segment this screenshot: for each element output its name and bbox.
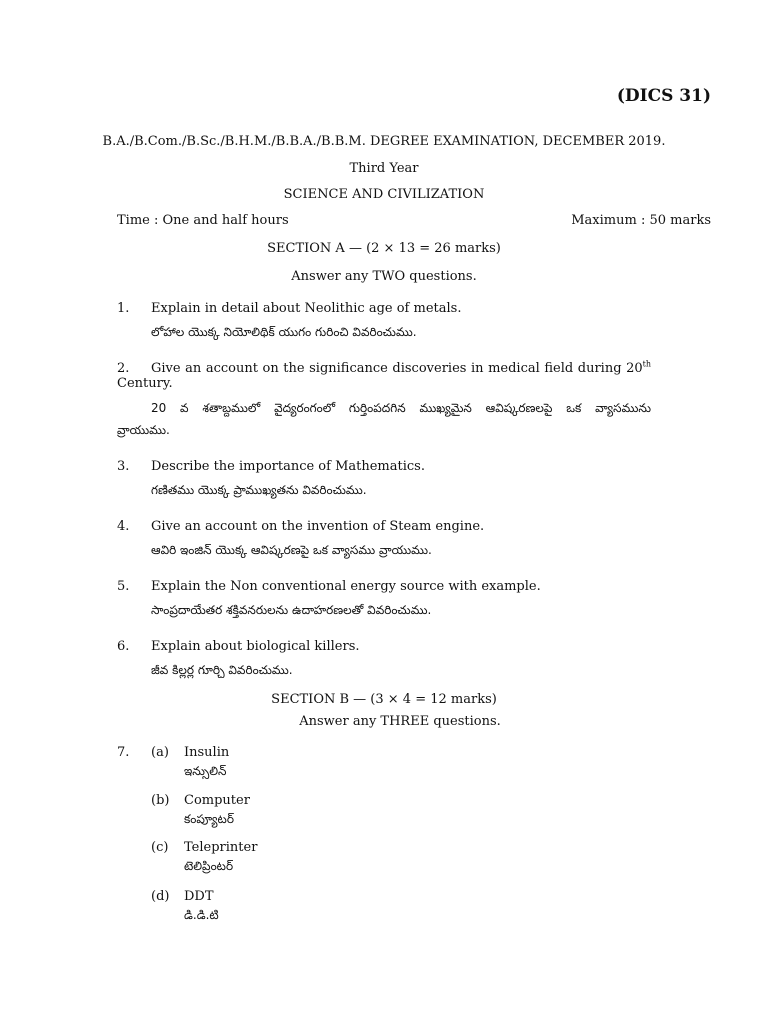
question-text-en-cont: Century. [117,376,173,391]
question-text-en [151,361,651,377]
question-number: 1. [117,301,130,316]
subject-title: SCIENCE AND CIVILIZATION [283,187,485,202]
question-text-en: Explain in detail about Neolithic age of metals. [151,301,462,316]
year-label: Third Year [349,161,419,176]
question-number: 6. [117,639,130,654]
part-label: (c) [151,840,169,855]
max-marks-label: Maximum : 50 marks [571,213,711,228]
time-label: Time : One and half hours [117,213,289,228]
part-label: (b) [151,793,170,808]
part-label: (a) [151,745,169,760]
part-label: (d) [151,889,170,904]
question-text-en: Explain about biological killers. [151,639,360,654]
question-text-te: జీవ కిల్లర్ల గూర్చి వివరించుము. [151,663,293,677]
part-text-te: ఇన్సులిన్ [184,764,227,778]
part-text-en: Teleprinter [184,840,258,855]
question-text-te: గణితము యొక్క ప్రాముఖ్యతను వివరించుము. [151,483,367,497]
part-text-te: డి.డి.టి [184,908,219,922]
question-text-te-cont: వ్రాయుము. [117,423,170,437]
question-number: 2. [117,361,130,376]
question-text-te: ఆవిరి ఇంజిన్ యొక్క ఆవిష్కరణపై ఒక వ్యాసము వ్రాయుము. [151,543,432,557]
question-text-en: Give an account on the invention of Steam engine. [151,519,485,534]
question-number: 3. [117,459,130,474]
question-number: 5. [117,579,130,594]
part-text-en: Computer [184,793,250,808]
question-text-en: Describe the importance of Mathematics. [151,459,425,474]
superscript: th [642,359,651,369]
part-text-te: టెలిప్రింటర్ [184,859,234,873]
question-text-en-line: Give an account on the significance discoveries in medical field during 20 [151,361,643,376]
section-b-instruction: Answer any THREE questions. [299,714,501,729]
question-number: 7. [117,745,130,760]
paper-code: (DICS 31) [616,86,711,106]
question-text-te: 20 వ శతాబ్దములో వైద్యరంగంలో గుర్తింపదగిన ముఖ్యమైన ఆవిష్కరణలపై ఒక వ్యాసమును [151,401,651,415]
question-text-te: లోహాల యొక్క నియోలిథిక్ యుగం గురించి వివరించుము. [151,325,417,339]
exam-title: B.A./B.Com./B.Sc./B.H.M./B.B.A./B.B.M. DEGREE EXAMINATION, DECEMBER 2019. [102,134,666,149]
section-a-heading: SECTION A — (2 × 13 = 26 marks) [267,241,501,256]
section-a-instruction: Answer any TWO questions. [291,269,477,284]
question-number: 4. [117,519,130,534]
part-text-en: DDT [184,889,214,904]
part-text-en: Insulin [184,745,230,760]
section-b-heading: SECTION B — (3 × 4 = 12 marks) [271,692,497,707]
question-text-te: సాంప్రదాయేతర శక్తివనరులను ఉదాహరణలతో వివరించుము. [151,603,432,617]
question-text-en: Explain the Non conventional energy source with example. [151,579,541,594]
part-text-te: కంప్యూటర్ [184,812,234,826]
